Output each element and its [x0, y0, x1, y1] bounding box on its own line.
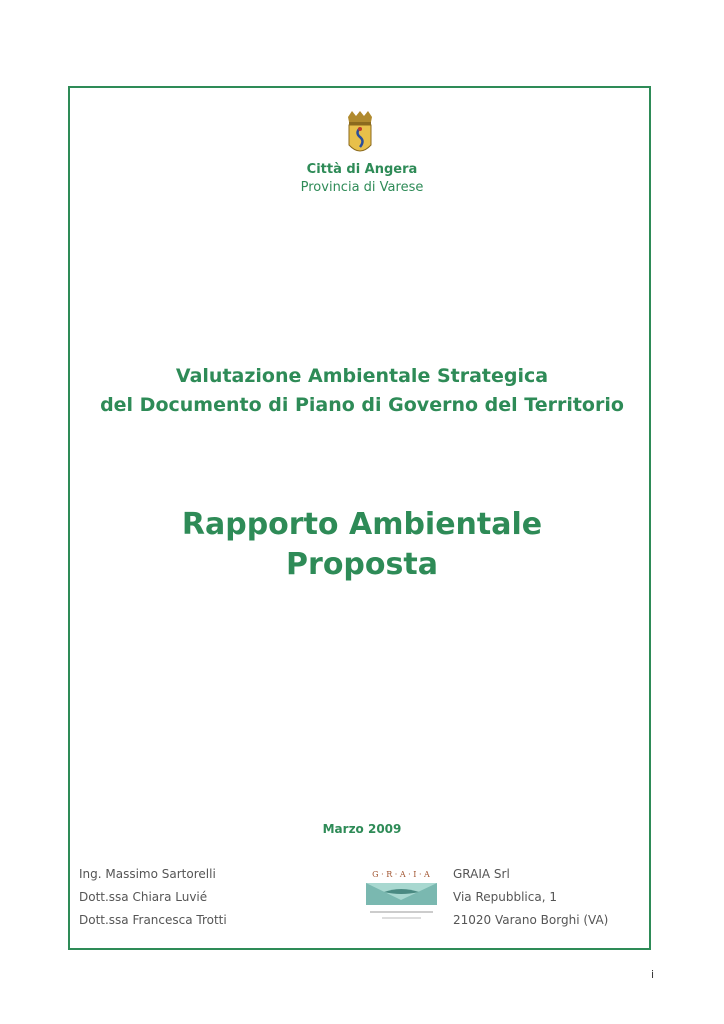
authors-list	[79, 866, 227, 935]
document-type	[0, 505, 724, 585]
city-name: Città di Angera	[306, 162, 418, 177]
document-type-line-1: Rapporto Ambientale	[181, 507, 543, 542]
title-line-1: Valutazione Ambientale Strategica	[175, 365, 549, 387]
angera-crest-icon	[345, 111, 375, 157]
author-name: Ing. Massimo Sartorelli	[79, 867, 216, 881]
company-city: 21020 Varano Borghi (VA)	[453, 913, 609, 927]
logo-text: G · R · A · I · A	[372, 870, 430, 879]
company-address: Via Repubblica, 1	[453, 890, 557, 904]
province-name: Provincia di Varese	[300, 180, 424, 195]
author-name: Dott.ssa Francesca Trotti	[79, 913, 227, 927]
document-title	[0, 362, 724, 420]
document-type-line-2: Proposta	[286, 547, 438, 582]
document-date: Marzo 2009	[322, 822, 402, 836]
title-line-2: del Documento di Piano di Governo del Territorio	[100, 394, 624, 416]
page-number: i	[650, 968, 654, 981]
company-name: GRAIA Srl	[453, 867, 510, 881]
company-info	[453, 866, 608, 935]
graia-logo-icon	[364, 866, 439, 926]
author-name: Dott.ssa Chiara Luvié	[79, 890, 208, 904]
